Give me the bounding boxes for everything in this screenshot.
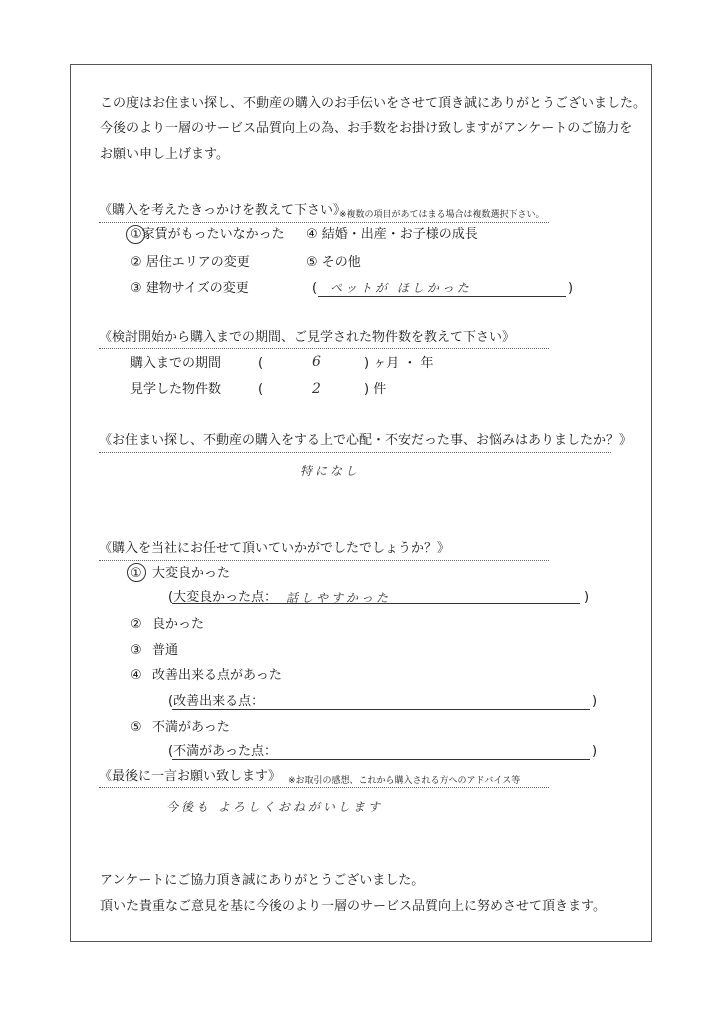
intro-line-1: この度はお住まい探し、不動産の購入のお手伝いをさせて頂き誠にありがとうございました。 (100, 96, 647, 111)
q1-title: 《購入を考えたきっかけを教えて下さい》 (99, 203, 347, 218)
q4-title: 《購入を当社にお任せて頂いていかがでしたでしょうか？》 (99, 541, 451, 556)
q4-option-2-number[interactable]: ② (130, 617, 142, 632)
q2-count-label: 見学した物件数 (130, 382, 222, 397)
q4-option-1[interactable]: 大変良かった (152, 566, 231, 581)
closing-line-1: アンケートにご協力頂き誠にありがとうございました。 (100, 873, 425, 888)
q1-option-4[interactable]: ④ 結婚・出産・お子様の成長 (306, 227, 478, 242)
q1-option-1[interactable]: ①家賃がもったいなかった (130, 227, 285, 242)
q4-option-2[interactable]: 良かった (152, 617, 205, 632)
q5-title: 《最後に一言お願い致します》 (99, 769, 282, 784)
q4-option-3-number[interactable]: ③ (130, 643, 142, 658)
q1-other-underline (318, 296, 566, 297)
q2-count-unit: ) 件 (364, 382, 387, 397)
q4-option-1-number[interactable]: ① (130, 566, 142, 581)
q1-note: ※複数の項目があてはまる場合は複数選択下さい。 (339, 210, 545, 220)
q4-option-5-detail-label: (不満があった点： (168, 744, 277, 759)
q2-title: 《検討開始から購入までの期間、ご見学された物件数を教えて下さい》 (99, 330, 516, 345)
q5-answer[interactable]: 今後も よろしくおねがいします (166, 800, 383, 814)
q4-option-1-underline (172, 603, 580, 604)
q2-period-unit: ) ヶ月 ・ 年 (364, 356, 434, 371)
q4-option-5-number[interactable]: ⑤ (130, 720, 142, 735)
q4-divider (99, 560, 549, 561)
q4-option-1-detail-label: (大変良かった点： (168, 590, 278, 605)
q1-other-close: ) (568, 281, 574, 296)
q1-divider (99, 222, 549, 223)
q4-option-4[interactable]: 改善出来る点があった (152, 668, 282, 683)
q2-count-open: ( (258, 382, 264, 397)
q5-divider (99, 787, 549, 788)
q1-other-open: ( (312, 281, 318, 296)
q4-option-3[interactable]: 普通 (152, 643, 179, 658)
q1-option-2[interactable]: ② 居住エリアの変更 (130, 255, 250, 270)
closing-line-2: 頂いた貴重なご意見を基に今後のより一層のサービス品質向上に努めさせて頂きます。 (100, 899, 606, 914)
q4-option-4-underline[interactable] (172, 709, 590, 710)
q4-option-1-close: ) (584, 590, 590, 605)
q4-option-5[interactable]: 不満があった (152, 720, 230, 735)
intro-line-3: お願い申し上げます。 (100, 147, 229, 162)
q4-option-5-underline[interactable] (172, 759, 590, 760)
q3-answer[interactable]: 特になし (300, 464, 361, 478)
q2-period-value[interactable]: 6 (312, 354, 324, 370)
q1-option-5[interactable]: ⑤ その他 (306, 255, 361, 270)
q2-period-label: 購入までの期間 (130, 356, 222, 371)
q5-note: ※お取引の感想、これから購入される方へのアドバイス等 (288, 776, 521, 786)
q1-other-answer[interactable]: ペットが ほしかった (330, 281, 472, 295)
q2-count-value[interactable]: 2 (312, 381, 324, 397)
q2-period-open: ( (258, 356, 264, 371)
q3-divider (99, 452, 611, 453)
q2-divider (99, 348, 549, 349)
q1-option-3[interactable]: ③ 建物サイズの変更 (130, 281, 249, 296)
q4-option-4-detail-label: (改善出来る点： (168, 694, 265, 709)
q4-option-4-number[interactable]: ④ (130, 668, 142, 683)
q4-option-5-close: ) (592, 744, 598, 759)
intro-line-2: 今後のより一層のサービス品質向上の為、お手数をお掛け致しますがアンケートのご協力を (100, 121, 633, 136)
q3-title: 《お住まい探し、不動産の購入をする上で心配・不安だった事、お悩みはありましたか？》 (99, 433, 633, 448)
q4-option-4-close: ) (592, 694, 598, 709)
q4-option-1-detail-answer[interactable]: 話しやすかった (286, 591, 392, 605)
